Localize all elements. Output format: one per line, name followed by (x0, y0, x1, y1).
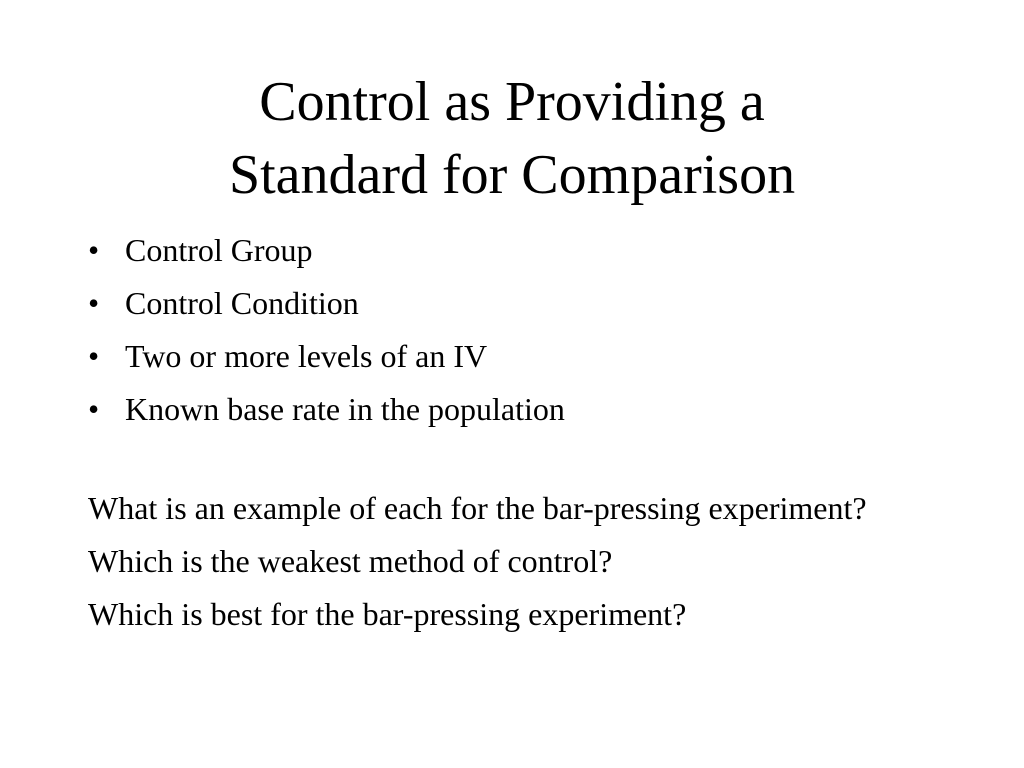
question-text: Which is the weakest method of control? (88, 543, 613, 579)
question-list (88, 488, 888, 647)
bullet-item (88, 224, 565, 277)
bullet-text: Control Group (125, 232, 313, 268)
slide-title-line-1: Control as Providing a (259, 71, 765, 133)
bullet-text: Control Condition (125, 285, 359, 321)
slide-title (0, 66, 1024, 212)
bullet-text: Two or more levels of an IV (125, 338, 488, 374)
bullet-icon: • (88, 391, 100, 427)
bullet-icon: • (88, 232, 100, 268)
bullet-item (88, 383, 565, 436)
bullet-icon: • (88, 338, 100, 374)
bullet-item (88, 330, 565, 383)
bullet-icon: • (88, 285, 100, 321)
slide-title-line-2: Standard for Comparison (228, 144, 796, 206)
bullet-text: Known base rate in the population (125, 391, 565, 427)
bullet-item (88, 277, 565, 330)
bullet-list (88, 224, 565, 436)
question-text: Which is best for the bar-pressing experiment? (88, 596, 687, 632)
question-text: What is an example of each for the bar-pressing experiment? (88, 490, 867, 526)
